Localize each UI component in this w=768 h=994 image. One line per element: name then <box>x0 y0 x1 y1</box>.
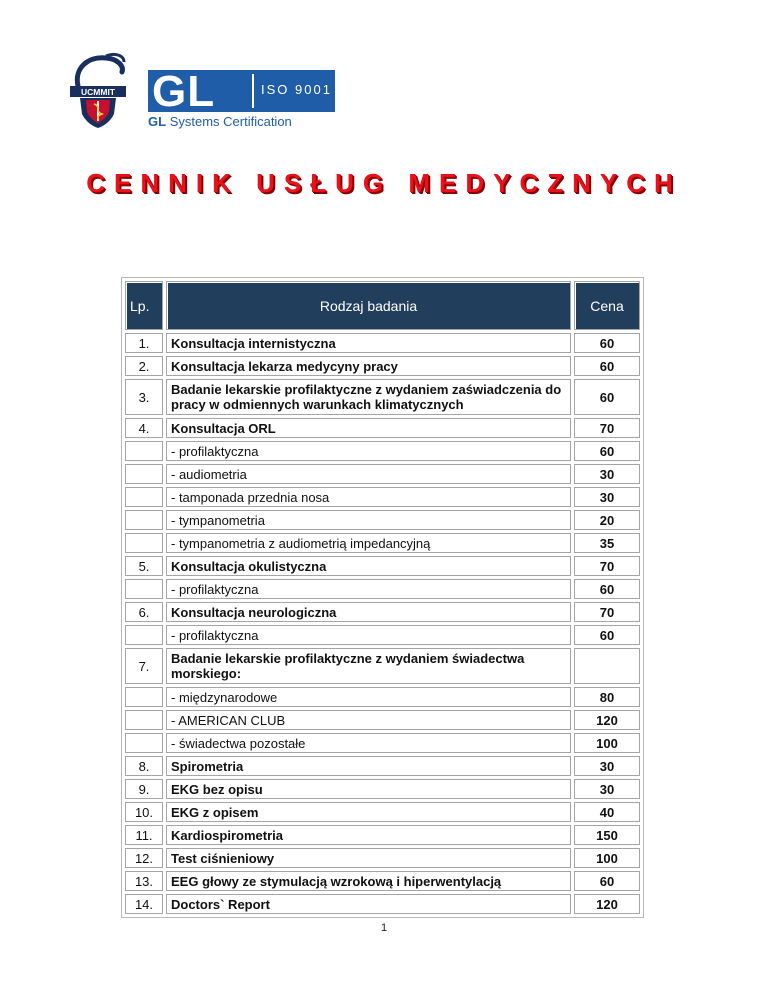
table-row <box>125 533 640 553</box>
row-number: 3. <box>125 379 163 415</box>
service-name: EEG głowy ze stymulacją wzrokową i hiperwentylacją <box>166 871 571 891</box>
table-row <box>125 894 640 914</box>
service-name: Konsultacja okulistyczna <box>166 556 571 576</box>
service-price: 20 <box>574 510 640 530</box>
service-price: 60 <box>574 625 640 645</box>
table-row <box>125 556 640 576</box>
table-row <box>125 487 640 507</box>
page-number: 1 <box>380 922 388 934</box>
table-row <box>125 625 640 645</box>
service-price: 80 <box>574 687 640 707</box>
table-row <box>125 756 640 776</box>
price-table <box>121 277 644 918</box>
service-price <box>574 648 640 684</box>
table-row <box>125 802 640 822</box>
service-price: 70 <box>574 556 640 576</box>
service-price: 30 <box>574 487 640 507</box>
service-name: - AMERICAN CLUB <box>166 710 571 730</box>
row-number: 6. <box>125 602 163 622</box>
table-row <box>125 733 640 753</box>
service-price: 150 <box>574 825 640 845</box>
service-price: 30 <box>574 464 640 484</box>
row-number <box>125 579 163 599</box>
service-price: 60 <box>574 379 640 415</box>
table-row <box>125 356 640 376</box>
table-row <box>125 418 640 438</box>
row-number: 5. <box>125 556 163 576</box>
service-name: - profilaktyczna <box>166 579 571 599</box>
row-number <box>125 687 163 707</box>
row-number <box>125 710 163 730</box>
service-name: Spirometria <box>166 756 571 776</box>
gl-logo-letters: GL <box>152 67 216 116</box>
service-name: - tamponada przednia nosa <box>166 487 571 507</box>
service-price: 40 <box>574 802 640 822</box>
service-price: 60 <box>574 871 640 891</box>
header-lp: Lp. <box>125 281 163 330</box>
row-number: 4. <box>125 418 163 438</box>
service-name: - tympanometria <box>166 510 571 530</box>
row-number: 13. <box>125 871 163 891</box>
service-price: 100 <box>574 733 640 753</box>
table-row <box>125 441 640 461</box>
service-name: Badanie lekarskie profilaktyczne z wydaniem świadectwa morskiego: <box>166 648 571 684</box>
table-row <box>125 848 640 868</box>
service-price: 30 <box>574 756 640 776</box>
service-name: - tympanometria z audiometrią impedancyjną <box>166 533 571 553</box>
row-number: 7. <box>125 648 163 684</box>
service-name: - międzynarodowe <box>166 687 571 707</box>
gl-logo-box <box>148 67 335 116</box>
service-price: 60 <box>574 333 640 353</box>
price-table-body <box>125 333 640 914</box>
table-row <box>125 379 640 415</box>
service-name: EKG z opisem <box>166 802 571 822</box>
table-row <box>125 579 640 599</box>
table-row <box>125 648 640 684</box>
service-name: Konsultacja internistyczna <box>166 333 571 353</box>
row-number <box>125 487 163 507</box>
service-price: 30 <box>574 779 640 799</box>
ucmmit-logo-text: UCMMIT <box>81 87 115 97</box>
service-name: Test ciśnieniowy <box>166 848 571 868</box>
service-price: 120 <box>574 894 640 914</box>
row-number: 9. <box>125 779 163 799</box>
row-number <box>125 733 163 753</box>
row-number: 1. <box>125 333 163 353</box>
service-name: Badanie lekarskie profilaktyczne z wydaniem zaświadczenia do pracy w odmiennych warunkach klimatycznych <box>166 379 571 415</box>
table-row <box>125 779 640 799</box>
row-number <box>125 533 163 553</box>
row-number: 2. <box>125 356 163 376</box>
header-name: Rodzaj badania <box>166 281 571 330</box>
service-name: - świadectwa pozostałe <box>166 733 571 753</box>
service-price: 60 <box>574 441 640 461</box>
service-price: 70 <box>574 418 640 438</box>
table-row <box>125 602 640 622</box>
row-number <box>125 464 163 484</box>
table-row <box>125 871 640 891</box>
row-number: 12. <box>125 848 163 868</box>
service-name: Konsultacja ORL <box>166 418 571 438</box>
gl-logo-iso: ISO 9001 <box>261 82 332 97</box>
gl-logo-subtitle-row <box>148 114 292 129</box>
table-row <box>125 333 640 353</box>
table-row <box>125 510 640 530</box>
row-number <box>125 625 163 645</box>
ucmmit-logo <box>66 46 130 130</box>
page-title: CENNIK USŁUG MEDYCZNYCH <box>86 168 682 198</box>
row-number <box>125 510 163 530</box>
service-price: 100 <box>574 848 640 868</box>
service-name: EKG bez opisu <box>166 779 571 799</box>
row-number: 8. <box>125 756 163 776</box>
row-number <box>125 441 163 461</box>
service-name: Kardiospirometria <box>166 825 571 845</box>
row-number: 11. <box>125 825 163 845</box>
header-price: Cena <box>574 281 640 330</box>
row-number: 10. <box>125 802 163 822</box>
table-row <box>125 825 640 845</box>
gl-logo-subtitle: Systems Certification <box>169 114 292 129</box>
service-name: Doctors` Report <box>166 894 571 914</box>
table-row <box>125 687 640 707</box>
service-price: 35 <box>574 533 640 553</box>
service-price: 60 <box>574 356 640 376</box>
service-name: Konsultacja neurologiczna <box>166 602 571 622</box>
service-name: - profilaktyczna <box>166 625 571 645</box>
table-row <box>125 464 640 484</box>
service-price: 120 <box>574 710 640 730</box>
service-name: Konsultacja lekarza medycyny pracy <box>166 356 571 376</box>
service-name: - profilaktyczna <box>166 441 571 461</box>
service-name: - audiometria <box>166 464 571 484</box>
service-price: 60 <box>574 579 640 599</box>
gl-logo-subtitle-bold: GL <box>148 114 167 129</box>
gl-logo <box>148 67 338 130</box>
gl-logo-divider <box>252 74 254 108</box>
table-row <box>125 710 640 730</box>
row-number: 14. <box>125 894 163 914</box>
service-price: 70 <box>574 602 640 622</box>
